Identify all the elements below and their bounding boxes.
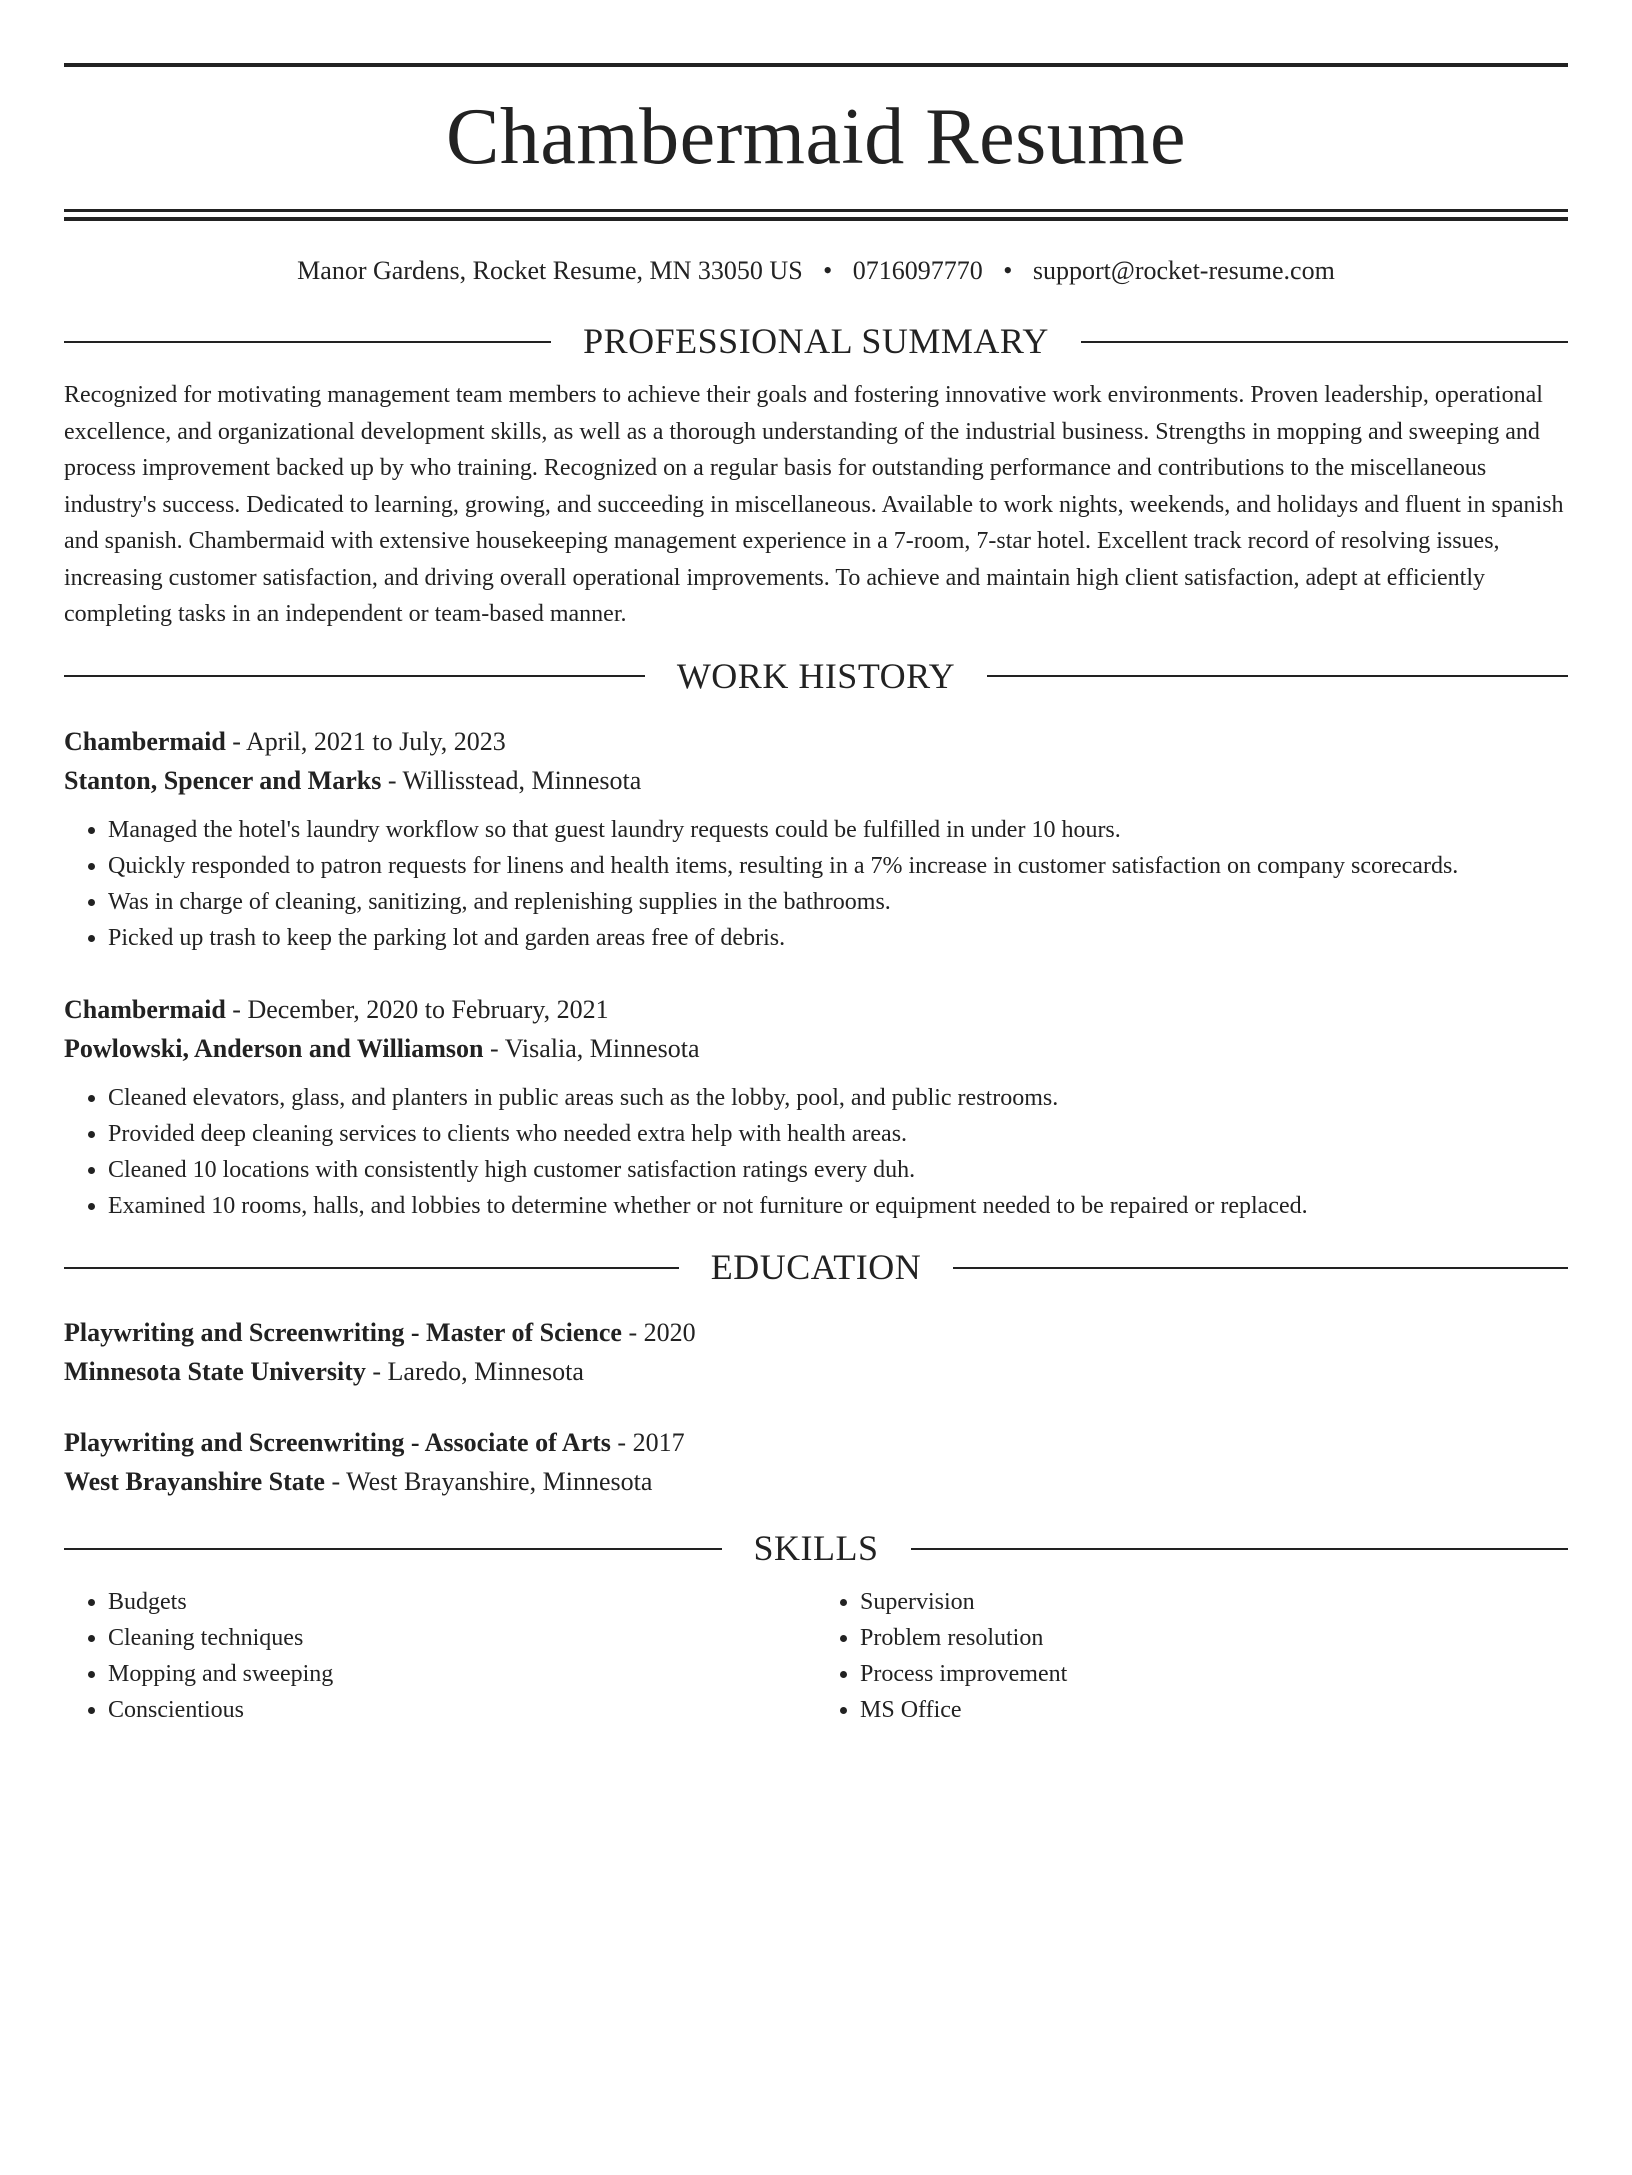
title-double-rule xyxy=(64,209,1568,221)
contact-separator: • xyxy=(1003,256,1013,285)
skill-item: • Supervision xyxy=(860,1584,1568,1620)
work-heading: WORK HISTORY xyxy=(676,655,956,696)
job-dates: - April, 2021 to July, 2023 xyxy=(225,727,506,757)
skills-section-heading xyxy=(64,1527,1568,1570)
education-heading: EDUCATION xyxy=(710,1247,922,1288)
skill-item: • Budgets xyxy=(108,1584,816,1620)
skill-item: • Conscientious xyxy=(108,1692,816,1728)
heading-rule xyxy=(64,675,645,677)
education-location: - West Brayanshire, Minnesota xyxy=(324,1467,653,1497)
heading-rule xyxy=(64,1267,679,1269)
skill-item: • Process improvement xyxy=(860,1656,1568,1692)
job-bullets xyxy=(64,812,1568,956)
job-employer-line xyxy=(64,1029,1568,1068)
contact-line xyxy=(64,255,1568,286)
job-bullet: • Managed the hotel's laundry workflow so that guest laundry requests could be fulfilled in under 10 hours. xyxy=(108,812,1568,848)
skills-column-left xyxy=(64,1584,816,1728)
job-title-line xyxy=(64,990,1568,1029)
heading-rule xyxy=(64,1548,722,1550)
education-degree: Playwriting and Screenwriting - Associate of Arts xyxy=(64,1428,611,1458)
education-entry xyxy=(64,1423,1568,1501)
resume-title: Chambermaid Resume xyxy=(446,93,1186,181)
job-bullet: • Examined 10 rooms, halls, and lobbies to determine whether or not furniture or equipment needed to be repaired or replaced. xyxy=(108,1188,1568,1224)
job-employer: Powlowski, Anderson and Williamson xyxy=(64,1034,484,1064)
heading-rule xyxy=(987,675,1568,677)
heading-rule xyxy=(953,1267,1568,1269)
contact-phone: 0716097770 xyxy=(852,256,983,285)
job-title-line xyxy=(64,722,1568,761)
skill-item: • Mopping and sweeping xyxy=(108,1656,816,1692)
job-bullet: • Cleaned elevators, glass, and planters in public areas such as the lobby, pool, and public restrooms. xyxy=(108,1080,1568,1116)
contact-email: support@rocket-resume.com xyxy=(1032,256,1335,285)
summary-section-heading xyxy=(64,320,1568,363)
education-entry xyxy=(64,1313,1568,1391)
job-title: Chambermaid xyxy=(64,995,226,1025)
skills-column-right xyxy=(816,1584,1568,1728)
skill-item: • Problem resolution xyxy=(860,1620,1568,1656)
job-location: - Willisstead, Minnesota xyxy=(381,766,642,796)
education-year: - 2017 xyxy=(610,1428,685,1458)
job-bullet: • Quickly responded to patron requests for linens and health items, resulting in a 7% increase in customer satisfaction on company scorecards. xyxy=(108,848,1568,884)
skills-list xyxy=(64,1584,1568,1728)
job-entry xyxy=(64,990,1568,1224)
summary-heading: PROFESSIONAL SUMMARY xyxy=(583,321,1049,362)
job-bullet: • Provided deep cleaning services to clients who needed extra help with health areas. xyxy=(108,1116,1568,1152)
contact-separator: • xyxy=(823,256,833,285)
job-location: - Visalia, Minnesota xyxy=(483,1034,700,1064)
job-bullet: • Picked up trash to keep the parking lot and garden areas free of debris. xyxy=(108,920,1568,956)
job-employer: Stanton, Spencer and Marks xyxy=(64,766,382,796)
resume-page xyxy=(0,63,1632,2175)
contact-address: Manor Gardens, Rocket Resume, MN 33050 US xyxy=(297,256,803,285)
education-section-heading xyxy=(64,1246,1568,1289)
heading-rule xyxy=(1081,341,1568,343)
education-school: West Brayanshire State xyxy=(64,1467,325,1497)
education-degree-line xyxy=(64,1423,1568,1462)
job-title: Chambermaid xyxy=(64,727,226,757)
education-location: - Laredo, Minnesota xyxy=(365,1357,584,1387)
heading-rule xyxy=(64,341,551,343)
skills-heading: SKILLS xyxy=(753,1528,879,1569)
work-section-heading xyxy=(64,655,1568,698)
job-entry xyxy=(64,722,1568,956)
job-dates: - December, 2020 to February, 2021 xyxy=(225,995,609,1025)
education-year: - 2020 xyxy=(621,1318,696,1348)
education-school: Minnesota State University xyxy=(64,1357,366,1387)
job-employer-line xyxy=(64,761,1568,800)
education-school-line xyxy=(64,1352,1568,1391)
education-degree-line xyxy=(64,1313,1568,1352)
skill-item: • Cleaning techniques xyxy=(108,1620,816,1656)
skill-item: • MS Office xyxy=(860,1692,1568,1728)
heading-rule xyxy=(911,1548,1569,1550)
education-school-line xyxy=(64,1462,1568,1501)
job-bullet: • Was in charge of cleaning, sanitizing, and replenishing supplies in the bathrooms. xyxy=(108,884,1568,920)
summary-text: Recognized for motivating management team members to achieve their goals and fostering innovative work environments. Proven leadership, operational excellence, and organizational development skills, as well as a thorough understanding of the industrial business. Strengths in mopping and sweeping and process improvement backed up by who training. Recognized on a regular basis for outstanding performance and contributions to the miscellaneous industry's success. Dedicated to learning, growing, and succeeding in miscellaneous. Available to work nights, weekends, and holidays and fluent in spanish and spanish. Chambermaid with extensive housekeeping management experience in a 7-room, 7-star hotel. Excellent track record of resolving issues, increasing customer satisfaction, and driving overall operational improvements. To achieve and maintain high client satisfaction, adept at efficiently completing tasks in an independent or team-based manner. xyxy=(64,382,1564,628)
education-degree: Playwriting and Screenwriting - Master of Science xyxy=(64,1318,622,1348)
job-bullet: • Cleaned 10 locations with consistently high customer satisfaction ratings every duh. xyxy=(108,1152,1568,1188)
job-bullets xyxy=(64,1080,1568,1224)
